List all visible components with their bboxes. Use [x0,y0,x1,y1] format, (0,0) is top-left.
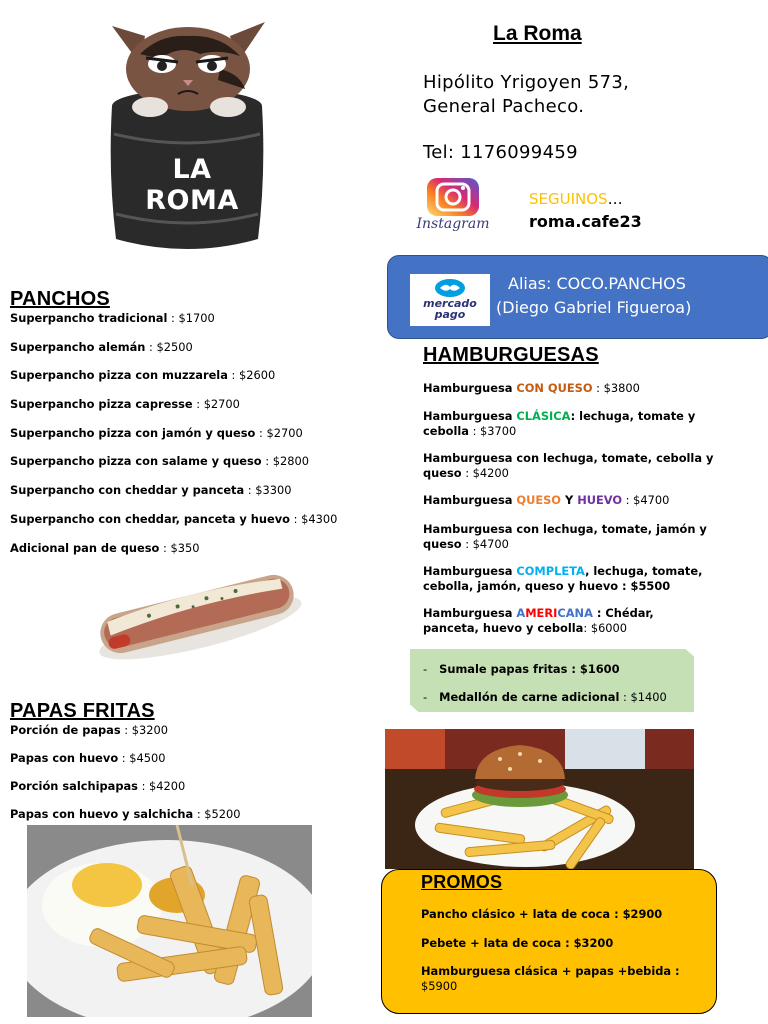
list-item: Papas con huevo y salchicha : $5200 [10,807,241,821]
instagram-logo-icon [408,176,498,218]
burger-lechuga-queso: Hamburguesa con lechuga, tomate, cebolla y queso : $4200 [423,451,714,480]
instagram-handle[interactable]: roma.cafe23 [529,212,642,231]
mp-line-1: mercado [423,297,477,310]
cat-barrel-illustration [100,14,275,254]
list-item: Superpancho pizza con jamón y queso : $2700 [10,425,303,440]
promos-title: PROMOS [421,872,503,892]
promo-item-1: Pancho clásico + lata de coca : $2900 [421,907,663,921]
promo-item-2: Pebete + lata de coca : $3200 [421,936,614,950]
instagram-icon[interactable] [408,176,498,238]
logo-text: LA ROMA [145,154,239,216]
promo-item-3: Hamburguesa clásica + papas +bebida : $5900 [421,964,680,993]
list-item: Superpancho tradicional : $1700 [10,311,215,325]
follow-text: SEGUINOS [529,190,608,208]
burger-completa: Hamburguesa COMPLETA, lechuga, tomate, cebolla, jamón, queso y huevo : $5500 [423,564,703,593]
phone: Tel: 1176099459 [423,142,578,163]
hotdog-image [90,558,305,670]
papas-title: PAPAS FRITAS [10,700,155,722]
superpancho-photo [90,558,305,670]
burger-queso-huevo: Hamburguesa QUESO Y HUEVO : $4700 [423,493,670,507]
burger-clasica: Hamburguesa CLÁSICA: lechuga, tomate y cebolla : $3700 [423,409,696,438]
list-item: Superpancho con cheddar y panceta : $3300 [10,483,292,498]
papas-list [10,723,380,835]
business-name: La Roma [493,22,582,45]
list-item: Superpancho pizza capresse : $2700 [10,397,240,412]
burger-con-queso: Hamburguesa CON QUESO : $3800 [423,381,640,395]
list-item: Porción salchipapas : $4200 [10,779,186,793]
extras-item-papas: - Sumale papas fritas : $1600 [423,662,620,676]
payment-alias: Alias: COCO.PANCHOS [508,274,686,293]
list-item: Superpancho alemán : $2500 [10,339,193,354]
follow-label [529,190,623,208]
list-item: Superpancho pizza con salame y queso : $2800 [10,454,309,469]
hamburguesas-title: HAMBURGUESAS [423,344,599,366]
follow-dots: … [607,190,623,208]
list-item: Superpancho con cheddar, panceta y huevo : $4300 [10,511,338,526]
address-line-2: General Pacheco. [423,96,585,117]
list-item: Papas con huevo : $4500 [10,751,166,765]
list-item: Superpancho pizza con muzzarela : $2600 [10,368,276,383]
papas-photo [27,825,312,1017]
panchos-title: PANCHOS [10,288,110,310]
list-item: Porción de papas : $3200 [10,723,168,737]
mercado-pago-logo [410,274,490,326]
payment-owner: (Diego Gabriel Figueroa) [496,298,692,317]
burger-jamon-queso: Hamburguesa con lechuga, tomate, jamón y queso : $4700 [423,522,707,551]
mp-line-2: pago [434,308,466,321]
address-line-1: Hipólito Yrigoyen 573, [423,72,630,93]
burger-photo [385,729,694,869]
fries-egg-image [27,825,312,1017]
instagram-wordmark: Instagram [416,216,490,232]
burger-americana: Hamburguesa AMERICANA : Chédar, panceta, huevo y cebolla: $6000 [423,606,654,635]
logo [100,14,275,254]
burger-fries-image [385,729,694,869]
mercado-pago-text [410,298,490,320]
panchos-list [10,311,390,569]
list-item: Adicional pan de queso : $350 [10,540,200,555]
extras-item-medallon: - Medallón de carne adicional : $1400 [423,690,667,704]
